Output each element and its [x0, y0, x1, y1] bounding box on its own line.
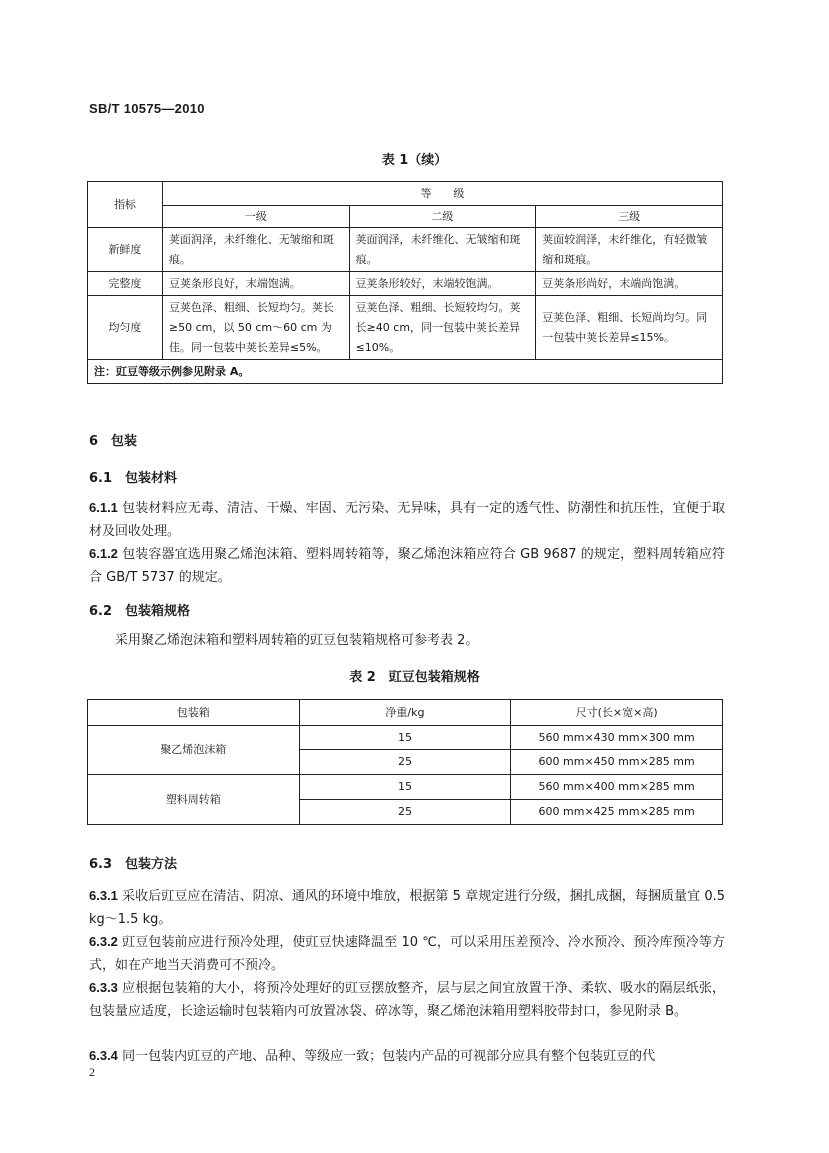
table-note: 注：豇豆等级示例参见附录 A。 [88, 360, 723, 384]
table-row [88, 775, 723, 800]
grade-2-header: 二级 [349, 206, 536, 228]
table-row [88, 228, 723, 272]
page-number: 2 [89, 1065, 95, 1079]
box-type: 聚乙烯泡沫箱 [88, 726, 300, 775]
standard-code: SB/T 10575—2010 [89, 101, 205, 116]
table-cell: 荚面较润泽，未纤维化，有轻微皱缩和斑痕。 [536, 228, 723, 272]
clause-text: 采收后豇豆应在清洁、阴凉、通风的环境中堆放，根据第 5 章规定进行分级，捆扎成捆，每捆质量宜 0.5 kg～1.5 kg。 [89, 889, 725, 927]
box-type: 塑料周转箱 [88, 775, 300, 825]
section-6-2-title: 6.2 包装箱规格 [89, 604, 191, 619]
clause-number: 6.3.1 [89, 888, 118, 903]
paragraph-6-1-1 [89, 496, 725, 543]
clause-text: 同一包装内豇豆的产地、品种、等级应一致；包装内产品的可视部分应具有整个包装豇豆的代 [122, 1049, 656, 1064]
table-cell: 豆荚条形尚好，末端尚饱满。 [536, 272, 723, 296]
table2-caption: 表 2 豇豆包装箱规格 [349, 670, 480, 685]
clause-number: 6.3.3 [89, 980, 118, 995]
table-cell: 豆荚条形良好，末端饱满。 [162, 272, 349, 296]
grade-table [87, 181, 723, 384]
section-6-3-title: 6.3 包装方法 [89, 857, 178, 872]
box-spec-table [87, 699, 723, 825]
grade-3-header: 三级 [536, 206, 723, 228]
grade-1-header: 一级 [162, 206, 349, 228]
clause-number: 6.3.4 [89, 1048, 118, 1063]
paragraph-6-3-4 [89, 1044, 725, 1068]
table-row [88, 296, 723, 360]
grade-header: 等 级 [162, 182, 722, 206]
col-header: 净重/kg [299, 700, 511, 726]
table-cell: 荚面润泽，未纤维化、无皱缩和斑痕。 [349, 228, 536, 272]
table-cell: 豆荚色泽、粗细、长短尚均匀。同一包装中荚长差异≤15%。 [536, 296, 723, 360]
paragraph-6-3-1 [89, 884, 725, 931]
table-cell: 豆荚条形较好，末端较饱满。 [349, 272, 536, 296]
table1-caption: 表 1（续） [381, 153, 448, 168]
indicator-header: 指标 [88, 182, 163, 228]
box-size: 560 mm×400 mm×285 mm [511, 775, 723, 800]
row-name: 完整度 [88, 272, 163, 296]
clause-text: 应根据包装箱的大小，将预冷处理好的豇豆摆放整齐，层与层之间宜放置干净、柔软、吸水的隔层纸张，包装量应适度，长途运输时包装箱内可放置冰袋、碎冰等，聚乙烯泡沫箱用塑料胶带封口，参见附录 B。 [89, 981, 725, 1019]
row-name: 均匀度 [88, 296, 163, 360]
clause-text: 豇豆包装前应进行预冷处理，使豇豆快速降温至 10 ℃，可以采用压差预冷、冷水预冷、预冷库预冷等方式，如在产地当天消费可不预冷。 [89, 935, 725, 973]
table-cell: 荚面润泽，未纤维化、无皱缩和斑痕。 [162, 228, 349, 272]
clause-text: 包装材料应无毒、清洁、干燥、牢固、无污染、无异味，具有一定的透气性、防潮性和抗压性，宜便于取材及回收处理。 [89, 501, 725, 539]
paragraph-6-3-3 [89, 976, 725, 1023]
section-6-title: 6 包装 [89, 434, 138, 449]
box-size: 560 mm×430 mm×300 mm [511, 726, 723, 750]
clause-number: 6.1.2 [89, 546, 118, 561]
paragraph-6-3-2 [89, 930, 725, 977]
col-header: 尺寸(长×宽×高) [511, 700, 723, 726]
section-6-1-title: 6.1 包装材料 [89, 471, 178, 486]
paragraph-6-2: 采用聚乙烯泡沫箱和塑料周转箱的豇豆包装箱规格可参考表 2。 [115, 633, 479, 648]
clause-text: 包装容器宜选用聚乙烯泡沫箱、塑料周转箱等，聚乙烯泡沫箱应符合 GB 9687 的规定，塑料周转箱应符合 GB/T 5737 的规定。 [89, 547, 725, 585]
net-weight: 15 [299, 726, 511, 750]
net-weight: 25 [299, 800, 511, 825]
box-size: 600 mm×450 mm×285 mm [511, 750, 723, 775]
clause-number: 6.3.2 [89, 934, 118, 949]
paragraph-6-1-2 [89, 542, 725, 589]
table-cell: 豆荚色泽、粗细、长短较均匀。荚长≥40 cm，同一包装中荚长差异≤10%。 [349, 296, 536, 360]
row-name: 新鲜度 [88, 228, 163, 272]
box-size: 600 mm×425 mm×285 mm [511, 800, 723, 825]
net-weight: 25 [299, 750, 511, 775]
table-row [88, 726, 723, 750]
table-cell: 豆荚色泽、粗细、长短均匀。荚长≥50 cm，以 50 cm～60 cm 为佳。同一包装中荚长差异≤5%。 [162, 296, 349, 360]
col-header: 包装箱 [88, 700, 300, 726]
table-row [88, 272, 723, 296]
clause-number: 6.1.1 [89, 500, 118, 515]
net-weight: 15 [299, 775, 511, 800]
